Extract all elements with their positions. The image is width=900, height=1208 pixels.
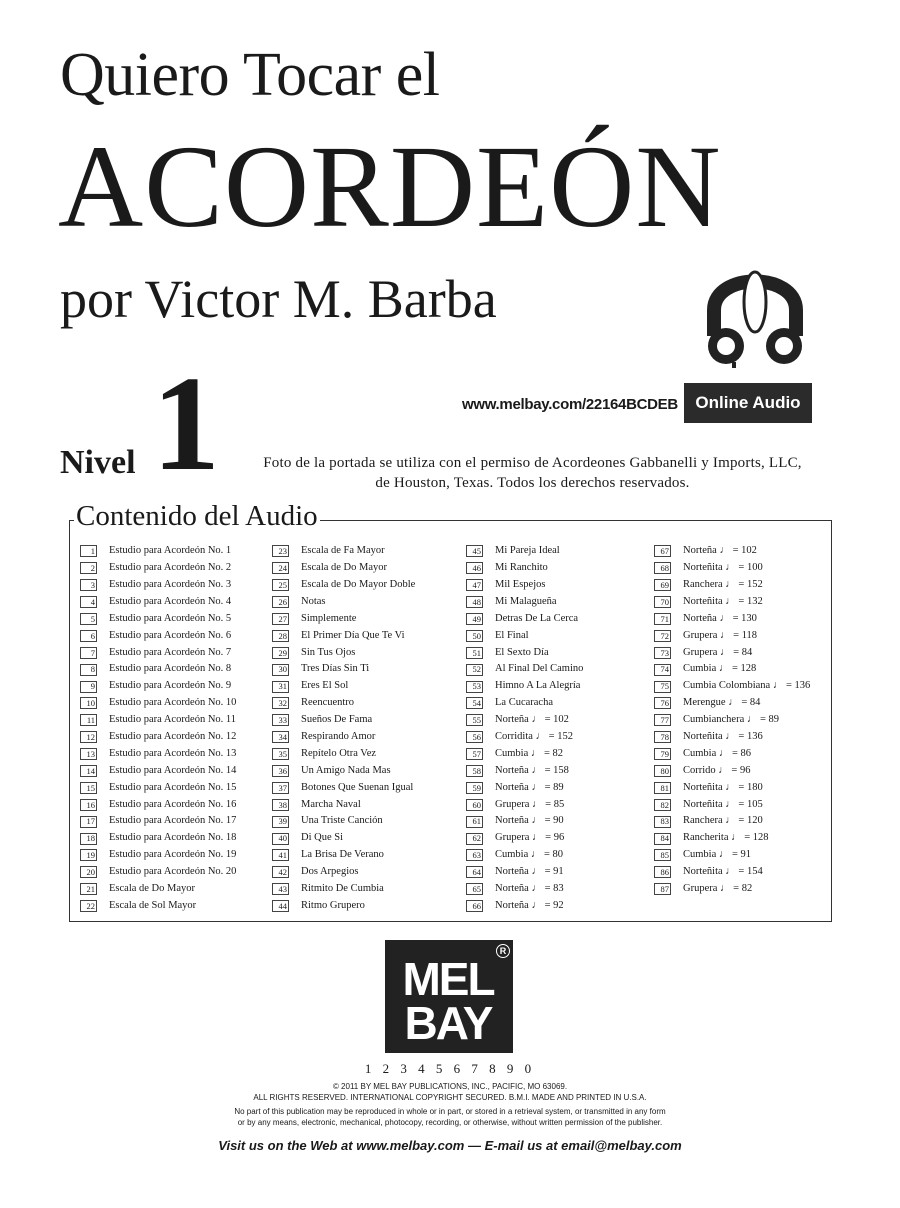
track-item [466, 864, 583, 881]
track-title: Escala de Do Mayor [301, 562, 388, 574]
track-number-box: 82 [654, 799, 671, 811]
track-item [466, 611, 583, 628]
track-item [466, 763, 583, 780]
track-item [654, 560, 810, 577]
track-title: Sin Tus Ojos [301, 646, 356, 658]
track-item [272, 644, 415, 661]
track-number-box: 23 [272, 545, 289, 557]
track-title: Mi Pareja Ideal [495, 545, 560, 557]
track-item [80, 763, 236, 780]
track-number-box: 84 [654, 833, 671, 845]
track-item [654, 644, 810, 661]
track-item [80, 627, 236, 644]
track-number-box: 74 [654, 664, 671, 676]
track-number-box: 69 [654, 579, 671, 591]
track-title: Grupera ♩ = 118 [683, 629, 758, 641]
track-item [466, 898, 583, 915]
rights-line: ALL RIGHTS RESERVED. INTERNATIONAL COPYRIGHT SECURED. B.M.I. MADE AND PRINTED IN U.S.A. [253, 1093, 647, 1102]
track-number-box: 52 [466, 664, 483, 676]
track-title: La Brisa De Verano [301, 849, 384, 861]
track-title: Escala de Fa Mayor [301, 545, 385, 557]
track-item [80, 779, 236, 796]
track-title: Mil Espejos [495, 578, 546, 590]
track-item [654, 594, 810, 611]
track-item [466, 577, 583, 594]
track-item [80, 695, 236, 712]
track-number-box: 76 [654, 697, 671, 709]
track-item [466, 695, 583, 712]
headphones-icon [700, 258, 810, 368]
track-title: Himno A La Alegría [495, 680, 581, 692]
track-item [466, 594, 583, 611]
track-item [466, 729, 583, 746]
track-title: Estudio para Acordeón No. 6 [109, 629, 232, 641]
track-number-box: 16 [80, 799, 97, 811]
track-number-box: 85 [654, 849, 671, 861]
track-number-box: 51 [466, 647, 483, 659]
track-number-box: 81 [654, 782, 671, 794]
track-item [466, 830, 583, 847]
track-item [272, 560, 415, 577]
track-title: Mi Ranchito [495, 562, 548, 574]
track-number-box: 87 [654, 883, 671, 895]
track-number-box: 59 [466, 782, 483, 794]
track-number-box: 26 [272, 596, 289, 608]
track-item [654, 763, 810, 780]
track-title: Norteña ♩ = 91 [495, 866, 564, 878]
track-item [272, 594, 415, 611]
track-item [80, 560, 236, 577]
audio-contents-heading: Contenido del Audio [76, 500, 318, 532]
track-item [272, 627, 415, 644]
track-title: Grupera ♩ = 96 [495, 832, 565, 844]
track-title: Norteñita ♩ = 180 [683, 781, 763, 793]
track-title: Reencuentro [301, 697, 355, 709]
track-item [272, 881, 415, 898]
track-number-box: 15 [80, 782, 97, 794]
author: por Victor M. Barba [60, 269, 497, 329]
level-number: 1 [152, 349, 220, 499]
track-title: Repítelo Otra Vez [301, 747, 377, 759]
track-title: Norteñita ♩ = 132 [683, 595, 763, 607]
track-title: Estudio para Acordeón No. 15 [109, 781, 237, 793]
track-title: Escala de Do Mayor Doble [301, 578, 416, 590]
track-number-box: 83 [654, 816, 671, 828]
track-title: Estudio para Acordeón No. 5 [109, 612, 232, 624]
track-number-box: 27 [272, 613, 289, 625]
track-title: Escala de Do Mayor [109, 883, 196, 894]
track-number-box: 65 [466, 883, 483, 895]
track-number-box: 62 [466, 833, 483, 845]
track-number-box: 79 [654, 748, 671, 760]
track-item [272, 611, 415, 628]
track-item [654, 796, 810, 813]
title-line-2: ACORDEÓN [58, 121, 722, 252]
logo-line-1: MEL [402, 953, 494, 1005]
track-title: Merengue ♩ = 84 [683, 697, 761, 709]
photo-credit-line-2: de Houston, Texas. Todos los derechos reservados. [375, 475, 690, 491]
track-number-box: 60 [466, 799, 483, 811]
track-title: Norteñita ♩ = 154 [683, 866, 763, 878]
track-number-box: 12 [80, 731, 97, 743]
online-audio-url[interactable]: www.melbay.com/22164BCDEB [462, 396, 678, 413]
track-title: Botones Que Suenan Igual [301, 781, 414, 793]
track-item [466, 678, 583, 695]
track-item [466, 881, 583, 898]
track-number-box: 37 [272, 782, 289, 794]
track-item [466, 627, 583, 644]
track-number-box: 55 [466, 714, 483, 726]
track-item [80, 577, 236, 594]
track-title: Estudio para Acordeón No. 2 [109, 562, 232, 574]
track-item [466, 847, 583, 864]
track-title: Tres Días Sin Ti [301, 663, 370, 675]
track-number-box: 50 [466, 630, 483, 642]
track-item [80, 661, 236, 678]
track-item [654, 543, 810, 560]
track-number-box: 53 [466, 681, 483, 693]
track-number-box: 67 [654, 545, 671, 557]
track-item [654, 881, 810, 898]
track-title: Cumbia ♩ = 86 [683, 747, 752, 759]
track-title: Norteña ♩ = 83 [495, 883, 564, 894]
track-title: Rancherita ♩ = 128 [683, 832, 769, 844]
track-item [80, 543, 236, 560]
track-title: Norteña ♩ = 130 [683, 612, 757, 624]
track-title: Norteñita ♩ = 136 [683, 730, 763, 742]
track-title: Simplemente [301, 612, 357, 624]
track-title: Estudio para Acordeón No. 19 [109, 849, 237, 861]
track-item [654, 712, 810, 729]
track-number-box: 42 [272, 866, 289, 878]
track-item [80, 678, 236, 695]
legal-notice-line-1: No part of this publication may be reproduced in whole or in part, or stored in a retrieval system, or transmitted in any form [234, 1107, 666, 1116]
track-title: Un Amigo Nada Mas [301, 764, 391, 776]
track-item [272, 661, 415, 678]
track-item [466, 661, 583, 678]
track-title: Cumbia ♩ = 91 [683, 849, 752, 861]
track-item [654, 661, 810, 678]
track-title: Estudio para Acordeón No. 9 [109, 680, 232, 692]
track-item [272, 543, 415, 560]
track-title: Di Que Si [301, 832, 343, 844]
track-item [80, 813, 236, 830]
track-number-box: 57 [466, 748, 483, 760]
track-item [80, 881, 236, 898]
track-number-box: 13 [80, 748, 97, 760]
track-number-box: 72 [654, 630, 671, 642]
track-item [654, 678, 810, 695]
track-number-box: 75 [654, 681, 671, 693]
track-item [80, 898, 236, 915]
track-number-box: 63 [466, 849, 483, 861]
track-number-box: 5 [80, 613, 97, 625]
track-number-box: 24 [272, 562, 289, 574]
track-number-box: 78 [654, 731, 671, 743]
track-number-box: 71 [654, 613, 671, 625]
track-title: Estudio para Acordeón No. 16 [109, 798, 237, 810]
track-item [80, 830, 236, 847]
track-number-box: 40 [272, 833, 289, 845]
track-number-box: 66 [466, 900, 483, 912]
track-item [80, 611, 236, 628]
track-number-box: 9 [80, 681, 97, 693]
track-title: Una Triste Canción [301, 815, 383, 827]
track-title: Cumbianchera ♩ = 89 [683, 714, 780, 726]
track-item [466, 644, 583, 661]
track-title: Estudio para Acordeón No. 4 [109, 595, 232, 607]
track-title: Notas [301, 595, 326, 607]
track-item [654, 746, 810, 763]
title-line-1: Quiero Tocar el [60, 41, 440, 109]
track-title: Ritmito De Cumbia [301, 883, 384, 894]
track-number-box: 38 [272, 799, 289, 811]
track-item [654, 779, 810, 796]
track-item [80, 712, 236, 729]
track-number-box: 34 [272, 731, 289, 743]
track-number-box: 47 [466, 579, 483, 591]
track-number-box: 31 [272, 681, 289, 693]
track-title: Estudio para Acordeón No. 12 [109, 730, 237, 742]
track-title: Corrido ♩ = 96 [683, 764, 751, 776]
track-item [272, 830, 415, 847]
track-item [272, 847, 415, 864]
track-number-box: 36 [272, 765, 289, 777]
track-item [272, 813, 415, 830]
track-item [466, 746, 583, 763]
photo-credit [230, 453, 835, 493]
track-item [80, 729, 236, 746]
track-item [272, 678, 415, 695]
track-number-box: 33 [272, 714, 289, 726]
visit-website-line: Visit us on the Web at www.melbay.com — E-mail us at email@melbay.com [218, 1138, 682, 1153]
track-column-2 [272, 543, 415, 915]
track-title: Escala de Sol Mayor [109, 899, 197, 911]
track-item [80, 847, 236, 864]
track-number-box: 64 [466, 866, 483, 878]
track-item [80, 796, 236, 813]
track-number-box: 2 [80, 562, 97, 574]
track-item [80, 746, 236, 763]
track-title: La Cucaracha [495, 697, 554, 709]
track-title: Ritmo Grupero [301, 899, 365, 911]
track-number-box: 6 [80, 630, 97, 642]
track-title: Estudio para Acordeón No. 20 [109, 866, 237, 878]
track-number-box: 56 [466, 731, 483, 743]
logo-line-2: BAY [404, 997, 492, 1049]
legal-notice-line-2: or by any means, electronic, mechanical, photocopy, recording, or otherwise, without written permission of the publisher. [237, 1118, 663, 1127]
track-number-box: 18 [80, 833, 97, 845]
track-number-box: 3 [80, 579, 97, 591]
track-number-box: 54 [466, 697, 483, 709]
track-title: Detras De La Cerca [495, 612, 579, 624]
track-column-1 [80, 543, 236, 915]
track-item [466, 813, 583, 830]
track-number-box: 22 [80, 900, 97, 912]
track-title: Estudio para Acordeón No. 3 [109, 578, 232, 590]
track-number-box: 8 [80, 664, 97, 676]
track-number-box: 77 [654, 714, 671, 726]
track-item [272, 763, 415, 780]
track-title: Norteña ♩ = 102 [495, 714, 569, 726]
track-title: Norteñita ♩ = 100 [683, 562, 763, 574]
track-item [272, 746, 415, 763]
track-item [80, 594, 236, 611]
track-number-box: 10 [80, 697, 97, 709]
track-number-box: 58 [466, 765, 483, 777]
track-title: Norteña ♩ = 89 [495, 781, 564, 793]
track-number-box: 43 [272, 883, 289, 895]
track-number-box: 46 [466, 562, 483, 574]
track-number-box: 20 [80, 866, 97, 878]
track-title: Cumbia ♩ = 128 [683, 663, 757, 675]
track-item [272, 779, 415, 796]
track-item [466, 779, 583, 796]
track-title: Norteña ♩ = 158 [495, 764, 569, 776]
track-number-box: 70 [654, 596, 671, 608]
track-item [654, 830, 810, 847]
track-title: Ranchera ♩ = 120 [683, 815, 763, 827]
track-column-3 [466, 543, 583, 915]
track-item [466, 712, 583, 729]
track-number-box: 41 [272, 849, 289, 861]
track-title: Estudio para Acordeón No. 17 [109, 815, 237, 827]
track-item [272, 796, 415, 813]
track-title: Norteña ♩ = 102 [683, 545, 757, 557]
track-title: Cumbia ♩ = 82 [495, 747, 564, 759]
track-item [466, 543, 583, 560]
track-item [654, 577, 810, 594]
track-title: Grupera ♩ = 84 [683, 646, 753, 658]
track-item [654, 847, 810, 864]
track-number-box: 4 [80, 596, 97, 608]
track-number-box: 11 [80, 714, 97, 726]
track-item [654, 695, 810, 712]
track-title: Norteñita ♩ = 105 [683, 798, 763, 810]
online-audio-badge: Online Audio [684, 383, 812, 423]
track-title: Norteña ♩ = 90 [495, 815, 564, 827]
track-title: Cumbia ♩ = 80 [495, 849, 564, 861]
track-number-box: 1 [80, 545, 97, 557]
track-title: Mi Malagueña [495, 595, 557, 607]
track-number-box: 61 [466, 816, 483, 828]
track-number-box: 25 [272, 579, 289, 591]
track-title: Grupera ♩ = 82 [683, 883, 753, 894]
track-item [272, 577, 415, 594]
copyright-line: © 2011 BY MEL BAY PUBLICATIONS, INC., PACIFIC, MO 63069. [332, 1082, 568, 1091]
track-title: Estudio para Acordeón No. 11 [109, 714, 237, 726]
photo-credit-line-1: Foto de la portada se utiliza con el permiso de Acordeones Gabbanelli y Imports, LLC, [263, 455, 802, 471]
track-number-box: 19 [80, 849, 97, 861]
track-title: Estudio para Acordeón No. 1 [109, 545, 232, 557]
track-title: Eres El Sol [301, 680, 349, 692]
track-title: Estudio para Acordeón No. 7 [109, 646, 232, 658]
track-number-box: 35 [272, 748, 289, 760]
track-title: Grupera ♩ = 85 [495, 798, 565, 810]
track-number-box: 39 [272, 816, 289, 828]
track-item [654, 864, 810, 881]
track-item [654, 729, 810, 746]
track-number-box: 30 [272, 664, 289, 676]
track-item [80, 864, 236, 881]
print-numbers: 1 2 3 4 5 6 7 8 9 0 [364, 1061, 536, 1076]
track-number-box: 32 [272, 697, 289, 709]
track-number-box: 73 [654, 647, 671, 659]
track-title: Respirando Amor [301, 730, 376, 742]
track-number-box: 49 [466, 613, 483, 625]
track-title: El Sexto Día [495, 646, 549, 658]
track-item [654, 611, 810, 628]
track-title: Sueños De Fama [301, 714, 373, 726]
track-number-box: 29 [272, 647, 289, 659]
track-title: Al Final Del Camino [495, 663, 584, 675]
track-item [272, 898, 415, 915]
track-title: Estudio para Acordeón No. 14 [109, 764, 237, 776]
track-number-box: 86 [654, 866, 671, 878]
track-item [654, 627, 810, 644]
track-title: Estudio para Acordeón No. 18 [109, 832, 237, 844]
track-item [272, 695, 415, 712]
track-number-box: 7 [80, 647, 97, 659]
track-item [654, 813, 810, 830]
track-item [466, 796, 583, 813]
track-title: Estudio para Acordeón No. 10 [109, 697, 237, 709]
track-number-box: 45 [466, 545, 483, 557]
track-title: Cumbia Colombiana ♩ = 136 [683, 680, 811, 692]
track-title: El Final [495, 629, 529, 641]
track-number-box: 21 [80, 883, 97, 895]
level-label: Nivel [60, 444, 136, 481]
track-number-box: 28 [272, 630, 289, 642]
registered-mark: R [496, 944, 510, 958]
track-number-box: 48 [466, 596, 483, 608]
track-number-box: 17 [80, 816, 97, 828]
track-title: Estudio para Acordeón No. 8 [109, 663, 232, 675]
track-title: Corridita ♩ = 152 [495, 730, 573, 742]
track-title: Dos Arpegios [301, 866, 359, 878]
track-title: El Primer Día Que Te Vi [301, 629, 405, 641]
track-item [80, 644, 236, 661]
track-item [466, 560, 583, 577]
track-item [272, 864, 415, 881]
track-title: Norteña ♩ = 92 [495, 899, 564, 911]
track-title: Marcha Naval [301, 798, 361, 810]
track-item [272, 712, 415, 729]
track-number-box: 44 [272, 900, 289, 912]
track-number-box: 68 [654, 562, 671, 574]
track-number-box: 14 [80, 765, 97, 777]
track-title: Estudio para Acordeón No. 13 [109, 747, 237, 759]
track-number-box: 80 [654, 765, 671, 777]
track-title: Ranchera ♩ = 152 [683, 578, 763, 590]
track-item [272, 729, 415, 746]
track-column-4 [654, 543, 810, 898]
